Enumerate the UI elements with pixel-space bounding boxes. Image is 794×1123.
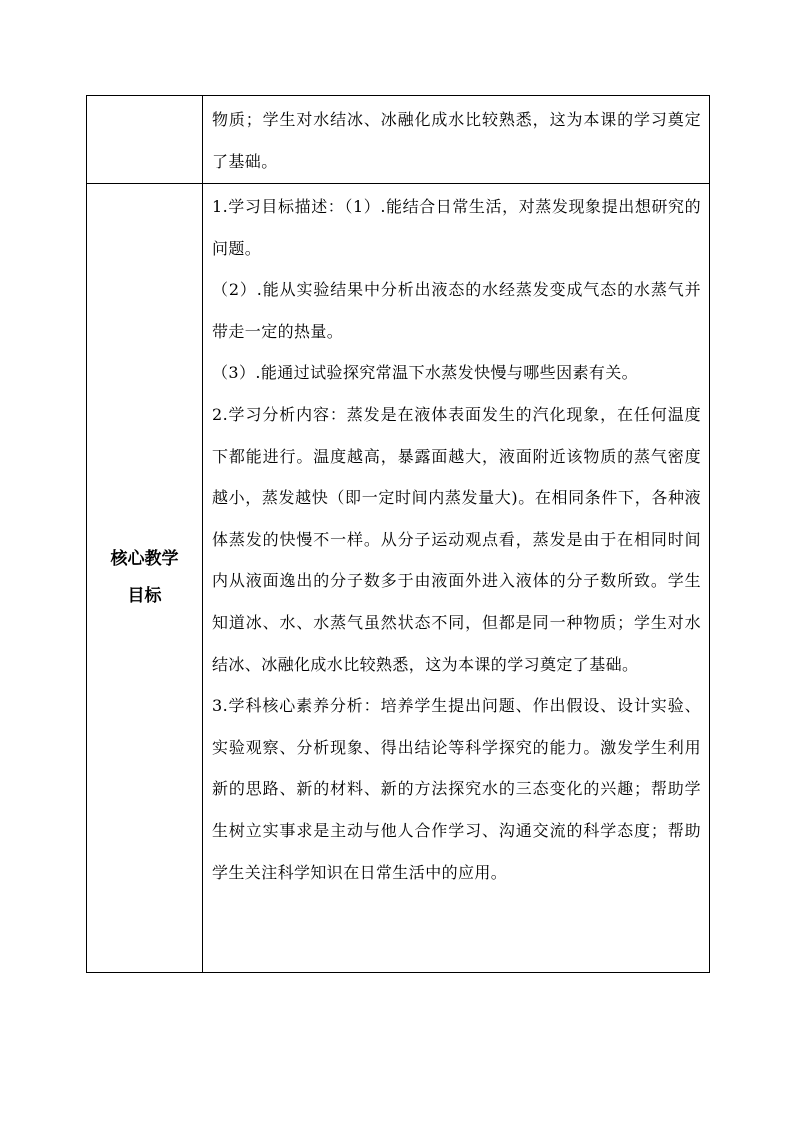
- core-teaching-goals-label: [87, 184, 203, 973]
- table-row: [87, 184, 710, 973]
- learning-goal-paragraph: （3）.能通过试验探究常温下水蒸发快慢与哪些因素有关。: [212, 363, 639, 383]
- learning-goal-paragraph: 1.学习目标描述：（1）.能结合日常生活，对蒸发现象提出想研究的问题。: [212, 197, 701, 258]
- label-line: 目标: [127, 586, 162, 606]
- lesson-plan-table: [86, 95, 710, 973]
- row-label-cell: [87, 96, 203, 184]
- row-content-cell: [203, 184, 710, 973]
- learning-content-paragraph: 2.学习分析内容：蒸发是在液体表面发生的汽化现象，在任何温度下都能进行。温度越高，暴露面越大，液面附近该物质的蒸气密度越小，蒸发越快（即一定时间内蒸发量大)。在相同条件下，各种液体蒸发的快慢不一样。从分子运动观点看，蒸发是由于在相同时间内从液面逸出的分子数多于由液面外进入液体的分子数所致。学生知道冰、水、水蒸气虽然状态不同，但都是同一种物质；学生对水结冰、冰融化成水比较熟悉，这为本课的学习奠定了基础。: [212, 404, 701, 674]
- label-line: 核心教学: [110, 549, 179, 569]
- learning-goal-paragraph: （2）.能从实验结果中分析出液态的水经蒸发变成气态的水蒸气并带走一定的热量。: [212, 280, 701, 341]
- core-literacy-paragraph: 3.学科核心素养分析：培养学生提出问题、作出假设、设计实验、实验观察、分析现象、得出结论等科学探究的能力。激发学生利用新的思路、新的材料、新的方法探究水的三态变化的兴趣；帮助学生树立实事求是主动与他人合作学习、沟通交流的科学态度；帮助学生关注科学知识在日常生活中的应用。: [212, 696, 701, 882]
- row-content-cell: [203, 96, 710, 184]
- content-paragraph: 物质；学生对水结冰、冰融化成水比较熟悉，这为本课的学习奠定了基础。: [212, 110, 701, 171]
- table-row: [87, 96, 710, 184]
